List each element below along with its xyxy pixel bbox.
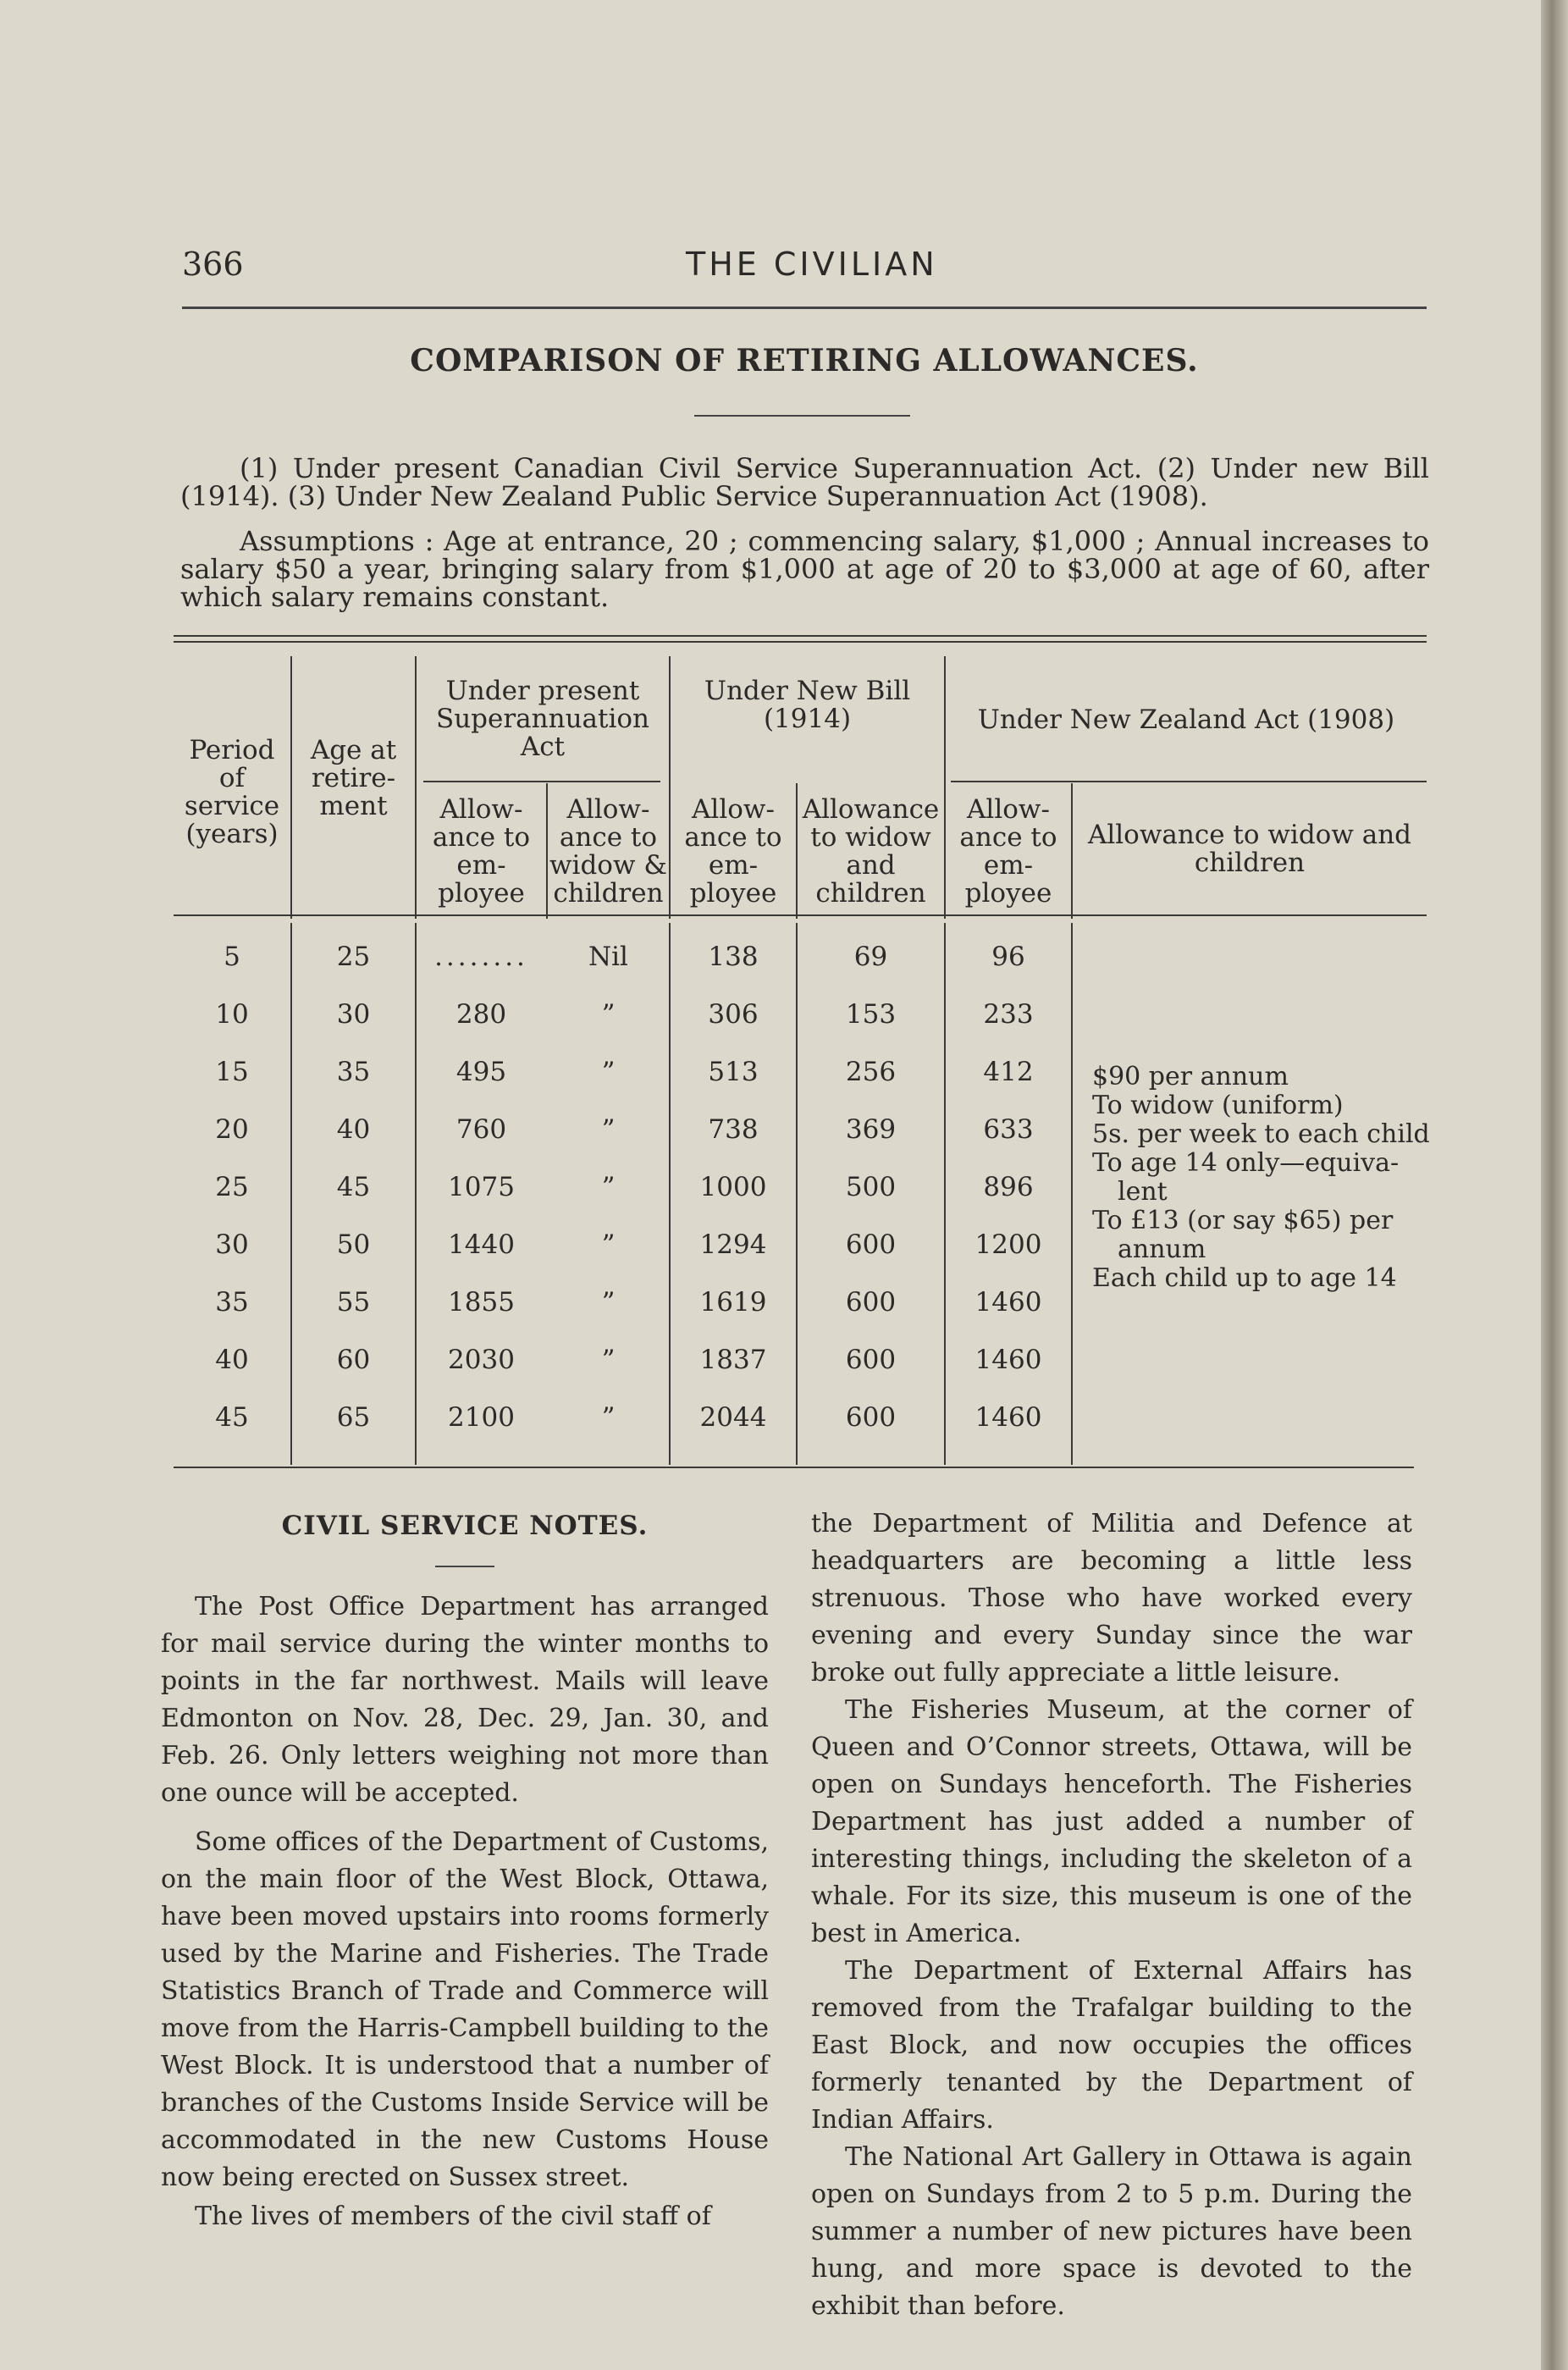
running-header <box>182 246 1427 288</box>
cell-newbill-employee: 738 <box>708 1114 759 1145</box>
right-paragraph: The National Art Gallery in Ottawa is again open on Sundays from 2 to 5 p.m. During the summer a number of new pictures have been hung, and more space is devoted to the exhibit than before. <box>811 2142 1412 2321</box>
table-row <box>174 999 1427 1040</box>
header-group-line: Act <box>520 732 566 762</box>
subheader-line: children <box>553 878 664 909</box>
notes-heading-rule <box>435 1566 494 1567</box>
nz-note-line: 5s. per week to each child <box>1092 1119 1430 1149</box>
cell-period: 10 <box>215 999 249 1030</box>
subheader-line: to widow <box>810 822 931 853</box>
cell-newbill-widow: 600 <box>845 1402 897 1433</box>
cell-present-employee: 280 <box>455 999 507 1030</box>
subheader-present-widow <box>548 796 669 908</box>
cell-nz-employee: 633 <box>983 1114 1034 1145</box>
cell-nz-employee: 233 <box>983 999 1034 1030</box>
subheader-line: and <box>846 850 896 881</box>
left-paragraph: The lives of members of the civil staff of <box>195 2202 711 2231</box>
cell-present-employee: 1855 <box>448 1287 515 1318</box>
assumptions-text: Assumptions : Age at entrance, 20 ; commencing salary, $1,000 ; Annual increases to salary $50 a year, bringing salary from $1,000 at age of 20 to $3,000 at age of 60, after which salary remains constant. <box>180 525 1429 613</box>
header-period-line: service <box>184 791 280 821</box>
subheader-line: widow & <box>549 850 667 881</box>
cell-newbill-widow: 369 <box>845 1114 897 1145</box>
header-group-newbill <box>671 677 944 733</box>
cell-present-employee: 495 <box>455 1057 507 1087</box>
cell-nz-employee: 412 <box>983 1057 1034 1087</box>
nz-note-line: lent <box>1118 1177 1168 1207</box>
group-rule-nz <box>951 781 1427 782</box>
header-group-line: (1914) <box>763 704 852 734</box>
cell-period: 35 <box>215 1287 249 1318</box>
assumptions-paragraph <box>180 525 1429 613</box>
cell-present-widow: ” <box>601 1172 616 1202</box>
subheader-line: Allowance <box>802 794 940 825</box>
nz-note-line: Each child up to age 14 <box>1092 1263 1397 1293</box>
subheader-line: Allow- <box>566 794 650 825</box>
header-age-line: ment <box>319 791 388 821</box>
cell-period: 5 <box>224 942 240 972</box>
subheader-present-employee <box>417 796 546 908</box>
cell-newbill-widow: 600 <box>845 1345 897 1375</box>
subheader-newbill-employee <box>671 796 796 908</box>
cell-present-employee: 1440 <box>448 1229 515 1260</box>
subheader-line: ployee <box>438 878 525 909</box>
cell-present-widow: Nil <box>588 942 628 972</box>
subheader-line: ance to <box>959 822 1057 853</box>
cell-newbill-widow: 500 <box>845 1172 897 1202</box>
header-group-line: Under New Zealand Act (1908) <box>977 704 1395 735</box>
header-age <box>292 737 415 820</box>
cell-present-employee: ........ <box>434 942 528 972</box>
table-row <box>174 1287 1427 1328</box>
cell-age: 50 <box>336 1229 371 1260</box>
subheader-nz-employee <box>946 796 1071 908</box>
right-paragraph: The Department of External Affairs has removed from the Trafalgar building to the East Block, and now occupies the offices formerly tenanted by the Department of Indian Affairs. <box>811 1956 1412 2135</box>
subheader-line: Allowance to widow and <box>1087 820 1412 850</box>
subheader-line: Allow- <box>692 794 775 825</box>
subheader-line: Allow- <box>439 794 523 825</box>
cell-period: 20 <box>215 1114 249 1145</box>
header-group-line: Superannuation <box>435 704 650 734</box>
cell-present-widow: ” <box>601 1287 616 1318</box>
nz-note-line: To widow (uniform) <box>1092 1091 1344 1120</box>
header-age-line: Age at <box>310 735 397 765</box>
cell-period: 15 <box>215 1057 249 1087</box>
cell-newbill-employee: 138 <box>708 942 759 972</box>
cell-period: 40 <box>215 1345 249 1375</box>
cell-age: 55 <box>336 1287 371 1318</box>
subheader-line: ance to <box>559 822 658 853</box>
cell-newbill-employee: 1619 <box>699 1287 767 1318</box>
subheader-line: ance to <box>684 822 782 853</box>
table-row <box>174 1402 1427 1443</box>
cell-age: 35 <box>336 1057 371 1087</box>
cell-present-employee: 2030 <box>448 1345 515 1375</box>
cell-newbill-widow: 153 <box>845 999 897 1030</box>
subheader-nz-widow <box>1073 821 1427 877</box>
page-title: COMPARISON OF RETIRING ALLOWANCES. <box>410 343 1199 378</box>
subheader-line: ployee <box>964 878 1052 909</box>
nz-note-line: To £13 (or say $65) per <box>1092 1206 1394 1235</box>
cell-age: 30 <box>336 999 371 1030</box>
header-group-nz <box>946 706 1427 734</box>
cell-age: 45 <box>336 1172 371 1202</box>
nz-widow-note <box>1092 1063 1431 1293</box>
table-bottom-rule <box>174 1467 1414 1468</box>
header-period <box>174 737 290 848</box>
table-row <box>174 942 1427 982</box>
cell-present-widow: ” <box>601 1057 616 1087</box>
intro-paragraph <box>180 452 1429 512</box>
header-group-line: Under present <box>445 676 640 706</box>
cell-nz-employee: 1460 <box>974 1345 1042 1375</box>
cell-age: 60 <box>336 1345 371 1375</box>
cell-present-widow: ” <box>601 1402 616 1433</box>
cell-period: 45 <box>215 1402 249 1433</box>
cell-newbill-employee: 513 <box>708 1057 759 1087</box>
left-column <box>161 1507 769 2235</box>
nz-note-line: $90 per annum <box>1092 1062 1289 1091</box>
subheader-line: ance to <box>432 822 531 853</box>
cell-newbill-employee: 306 <box>708 999 759 1030</box>
cell-newbill-widow: 600 <box>845 1229 897 1260</box>
header-period-line: (years) <box>185 819 279 849</box>
right-column <box>811 1505 1412 2325</box>
right-paragraph: The Fisheries Museum, at the corner of Queen and O’Connor streets, Ottawa, will be open on Sundays henceforth. The Fisheries Department has just added a number of interesting things, including the skeleton of a whale. For its size, this museum is one of the best in America. <box>811 1695 1412 1948</box>
nz-note-line: To age 14 only—equiva- <box>1092 1148 1400 1178</box>
cell-present-employee: 760 <box>455 1114 507 1145</box>
cell-age: 65 <box>336 1402 371 1433</box>
cell-present-widow: ” <box>601 1345 616 1375</box>
journal-title: THE CIVILIAN <box>686 246 938 283</box>
cell-nz-employee: 96 <box>991 942 1025 972</box>
cell-present-employee: 1075 <box>448 1172 515 1202</box>
cell-present-widow: ” <box>601 999 616 1030</box>
cell-newbill-widow: 69 <box>853 942 888 972</box>
subheader-line: ployee <box>689 878 777 909</box>
right-paragraph: the Department of Militia and Defence at headquarters are becoming a little less strenuous. Those who have worked every evening and every Sunday since the war broke out fully appreciate a little leisure. <box>811 1509 1412 1688</box>
header-age-line: retire- <box>311 763 396 793</box>
cell-present-employee: 2100 <box>448 1402 515 1433</box>
cell-newbill-employee: 1837 <box>699 1345 767 1375</box>
cell-nz-employee: 1460 <box>974 1402 1042 1433</box>
nz-note-line: annum <box>1118 1235 1206 1264</box>
cell-newbill-employee: 2044 <box>699 1402 767 1433</box>
header-bottom-rule <box>174 914 1427 916</box>
cell-nz-employee: 1460 <box>974 1287 1042 1318</box>
cell-newbill-widow: 256 <box>845 1057 897 1087</box>
title-rule <box>694 415 910 417</box>
cell-newbill-employee: 1294 <box>699 1229 767 1260</box>
subheader-line: children <box>815 878 926 909</box>
subheader-line: em- <box>456 850 506 881</box>
table-top-rule-2 <box>174 641 1427 643</box>
header-period-line: Period <box>189 735 275 765</box>
page-number: 366 <box>182 246 244 283</box>
cell-period: 25 <box>215 1172 249 1202</box>
cell-age: 40 <box>336 1114 371 1145</box>
cell-present-widow: ” <box>601 1229 616 1260</box>
cell-newbill-employee: 1000 <box>699 1172 767 1202</box>
cell-nz-employee: 1200 <box>974 1229 1042 1260</box>
intro-text: (1) Under present Canadian Civil Service Superannuation Act. (2) Under new Bill (1914). (3) Under New Zealand Public Service Superannuation Act (1908). <box>180 452 1429 512</box>
header-rule <box>182 307 1427 309</box>
subheader-line: em- <box>708 850 759 881</box>
allowances-table <box>174 635 1430 1482</box>
notes-heading: CIVIL SERVICE NOTES. <box>281 1511 649 1541</box>
cell-nz-employee: 896 <box>983 1172 1034 1202</box>
cell-age: 25 <box>336 942 371 972</box>
left-paragraph: The Post Office Department has arranged for mail service during the winter months to points in the far northwest. Mails will leave Edmonton on Nov. 28, Dec. 29, Jan. 30, and Feb. 26. Only letters weighing not more than one ounce will be accepted. <box>161 1592 769 1808</box>
group-rule-present <box>423 781 660 782</box>
table-top-rule <box>174 635 1427 637</box>
header-group-line: Under New Bill <box>704 676 911 706</box>
subheader-line: Allow- <box>967 794 1050 825</box>
subheader-line: em- <box>983 850 1034 881</box>
subheader-line: children <box>1194 848 1306 878</box>
page-gutter <box>1541 0 1568 2370</box>
cell-period: 30 <box>215 1229 249 1260</box>
header-period-line: of <box>218 763 246 793</box>
left-paragraph: Some offices of the Department of Customs, on the main floor of the West Block, Ottawa, have been moved upstairs into rooms formerly used by the Marine and Fisheries. The Trade Statistics Branch of Trade and Commerce will move from the Harris-Campbell building to the West Block. It is understood that a number of branches of the Customs Inside Service will be accommodated in the new Customs House now being erected on Sussex street. <box>161 1827 769 2192</box>
cell-newbill-widow: 600 <box>845 1287 897 1318</box>
table-row <box>174 1345 1427 1385</box>
subheader-newbill-widow <box>798 796 944 908</box>
header-group-present <box>417 677 669 761</box>
cell-present-widow: ” <box>601 1114 616 1145</box>
